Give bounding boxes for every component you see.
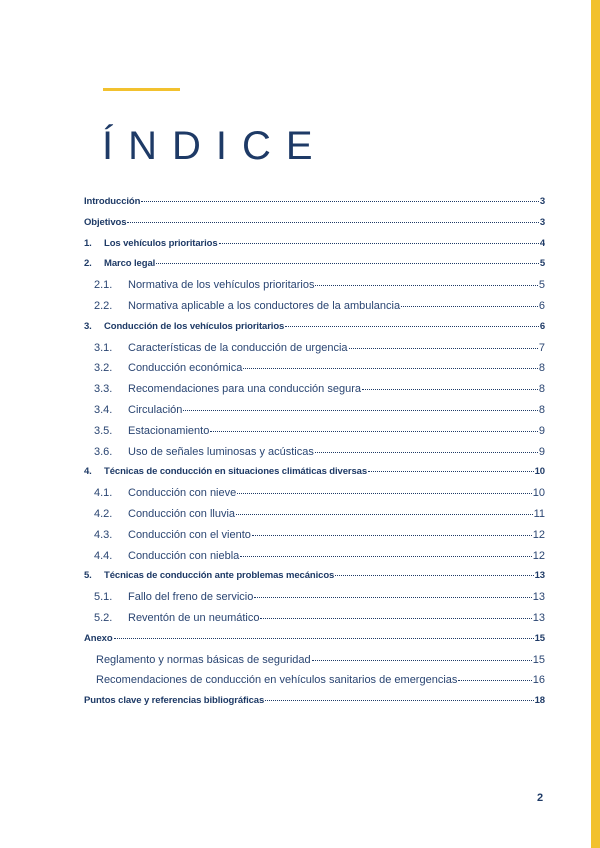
toc-entry-label: Recomendaciones para una conducción segura (128, 383, 361, 396)
toc-entry-label: Conducción con lluvia (128, 507, 236, 520)
toc-entry-label: Conducción de los vehículos prioritarios (104, 320, 285, 332)
title-accent-line (103, 88, 180, 91)
toc-entry-page: 13 (532, 591, 545, 604)
toc-entry-label: Introducción (84, 196, 141, 207)
toc-entry-page: 6 (538, 299, 545, 312)
toc-entry[interactable] (84, 362, 545, 383)
toc-entry-page: 4 (539, 237, 545, 249)
dot-leader (401, 306, 538, 307)
toc-entry-label: Puntos clave y referencias bibliográficas (84, 695, 265, 707)
dot-leader (285, 326, 539, 327)
toc-entry-page: 11 (533, 507, 545, 520)
toc-entry-label: Conducción con nieve (128, 487, 237, 500)
toc-entry-number: 3. (84, 320, 92, 332)
yellow-side-bar (591, 0, 600, 848)
toc-entry[interactable] (84, 695, 545, 716)
dot-leader (127, 222, 538, 223)
toc-entry-label: Conducción con niebla (128, 549, 240, 562)
toc-entry[interactable] (84, 383, 545, 404)
toc-entry[interactable] (84, 342, 545, 363)
toc-entry-label: Fallo del freno de servicio (128, 591, 254, 604)
toc-entry[interactable] (84, 466, 545, 487)
dot-leader (156, 263, 539, 264)
toc-entry-label: Conducción económica (128, 362, 243, 375)
table-of-contents (84, 196, 545, 716)
toc-entry[interactable] (84, 446, 545, 467)
toc-entry-label: Conducción con el viento (128, 528, 251, 541)
toc-entry-number: 4. (84, 466, 92, 478)
dot-leader (254, 597, 531, 598)
toc-entry[interactable] (84, 612, 545, 633)
toc-entry-label: Los vehículos prioritarios (104, 237, 218, 249)
toc-entry-number: 5.1. (94, 591, 113, 604)
toc-entry-label: Anexo (84, 632, 113, 644)
toc-entry-page: 5 (538, 279, 545, 292)
toc-entry-number: 5.2. (94, 611, 113, 624)
toc-entry[interactable] (84, 238, 545, 259)
dot-leader (243, 368, 538, 369)
toc-entry[interactable] (84, 196, 545, 217)
toc-entry-page: 18 (534, 695, 545, 707)
toc-entry-page: 9 (538, 424, 545, 437)
toc-entry-label: Marco legal (104, 258, 156, 270)
toc-entry-page: 6 (539, 320, 545, 332)
toc-entry-number: 3.3. (94, 383, 113, 396)
dot-leader (368, 471, 534, 472)
dot-leader (210, 431, 538, 432)
dot-leader (265, 700, 533, 701)
toc-entry-label: Recomendaciones de conducción en vehículos sanitarios de emergencias (96, 674, 458, 687)
dot-leader (114, 638, 534, 639)
toc-entry-label: Normativa aplicable a los conductores de la ambulancia (128, 299, 401, 312)
dot-leader (349, 348, 538, 349)
toc-entry-number: 2.2. (94, 299, 113, 312)
toc-entry-page: 9 (538, 445, 545, 458)
toc-entry-number: 5. (84, 570, 92, 582)
toc-entry-page: 13 (532, 611, 545, 624)
toc-entry-number: 3.2. (94, 362, 113, 375)
toc-entry[interactable] (84, 425, 545, 446)
dot-leader (237, 493, 532, 494)
toc-entry-number: 4.3. (94, 528, 113, 541)
toc-entry-page: 16 (532, 674, 545, 687)
toc-entry-page: 5 (539, 258, 545, 270)
toc-entry-number: 1. (84, 237, 92, 249)
toc-entry[interactable] (84, 404, 545, 425)
toc-entry-page: 3 (539, 196, 545, 207)
toc-entry-number: 3.5. (94, 424, 113, 437)
toc-entry-page: 12 (532, 549, 545, 562)
toc-entry[interactable] (84, 508, 545, 529)
toc-entry-page: 15 (532, 653, 545, 666)
toc-entry-page: 12 (532, 528, 545, 541)
toc-entry[interactable] (84, 674, 545, 695)
toc-entry-page: 10 (532, 487, 545, 500)
toc-entry-number: 4.4. (94, 549, 113, 562)
toc-entry-label: Normativa de los vehículos prioritarios (128, 279, 315, 292)
page-title: ÍNDICE (102, 124, 328, 168)
dot-leader (315, 285, 537, 286)
toc-entry-label: Circulación (128, 403, 183, 416)
toc-entry-number: 3.1. (94, 341, 113, 354)
toc-entry-number: 2. (84, 258, 92, 270)
toc-entry-page: 13 (534, 570, 545, 582)
toc-entry-page: 8 (538, 383, 545, 396)
toc-entry-number: 3.6. (94, 445, 113, 458)
toc-entry[interactable] (84, 321, 545, 342)
toc-entry-number: 2.1. (94, 279, 113, 292)
toc-entry-label: Reventón de un neumático (128, 611, 260, 624)
dot-leader (458, 680, 531, 681)
page-number: 2 (537, 792, 544, 804)
dot-leader (362, 389, 538, 390)
toc-entry-label: Técnicas de conducción ante problemas mecánicos (104, 570, 335, 582)
toc-entry-page: 8 (538, 362, 545, 375)
toc-entry[interactable] (84, 300, 545, 321)
dot-leader (252, 535, 532, 536)
toc-entry-label: Objetivos (84, 216, 127, 228)
toc-entry[interactable] (84, 570, 545, 591)
toc-entry-number: 4.2. (94, 507, 113, 520)
toc-entry[interactable] (84, 279, 545, 300)
toc-entry[interactable] (84, 633, 545, 654)
toc-entry[interactable] (84, 529, 545, 550)
dot-leader (219, 243, 539, 244)
dot-leader (240, 556, 531, 557)
toc-entry-page: 8 (538, 403, 545, 416)
toc-entry-page: 3 (539, 216, 545, 228)
dot-leader (260, 618, 531, 619)
toc-entry-label: Estacionamiento (128, 424, 210, 437)
dot-leader (141, 201, 538, 202)
toc-entry-number: 4.1. (94, 487, 113, 500)
toc-entry-page: 15 (534, 632, 545, 644)
dot-leader (312, 660, 532, 661)
toc-entry-label: Técnicas de conducción en situaciones climáticas diversas (104, 466, 368, 478)
toc-entry[interactable] (84, 550, 545, 571)
toc-entry-number: 3.4. (94, 403, 113, 416)
toc-entry-label: Características de la conducción de urgencia (128, 341, 348, 354)
toc-entry[interactable] (84, 217, 545, 238)
dot-leader (236, 514, 533, 515)
toc-entry-label: Uso de señales luminosas y acústicas (128, 445, 314, 458)
toc-entry-label: Reglamento y normas básicas de seguridad (96, 653, 311, 666)
toc-entry[interactable] (84, 487, 545, 508)
dot-leader (183, 410, 537, 411)
toc-entry[interactable] (84, 258, 545, 279)
toc-entry[interactable] (84, 654, 545, 675)
toc-entry-page: 10 (534, 466, 545, 478)
toc-entry-page: 7 (538, 341, 545, 354)
dot-leader (315, 452, 538, 453)
toc-entry[interactable] (84, 591, 545, 612)
dot-leader (335, 575, 533, 576)
